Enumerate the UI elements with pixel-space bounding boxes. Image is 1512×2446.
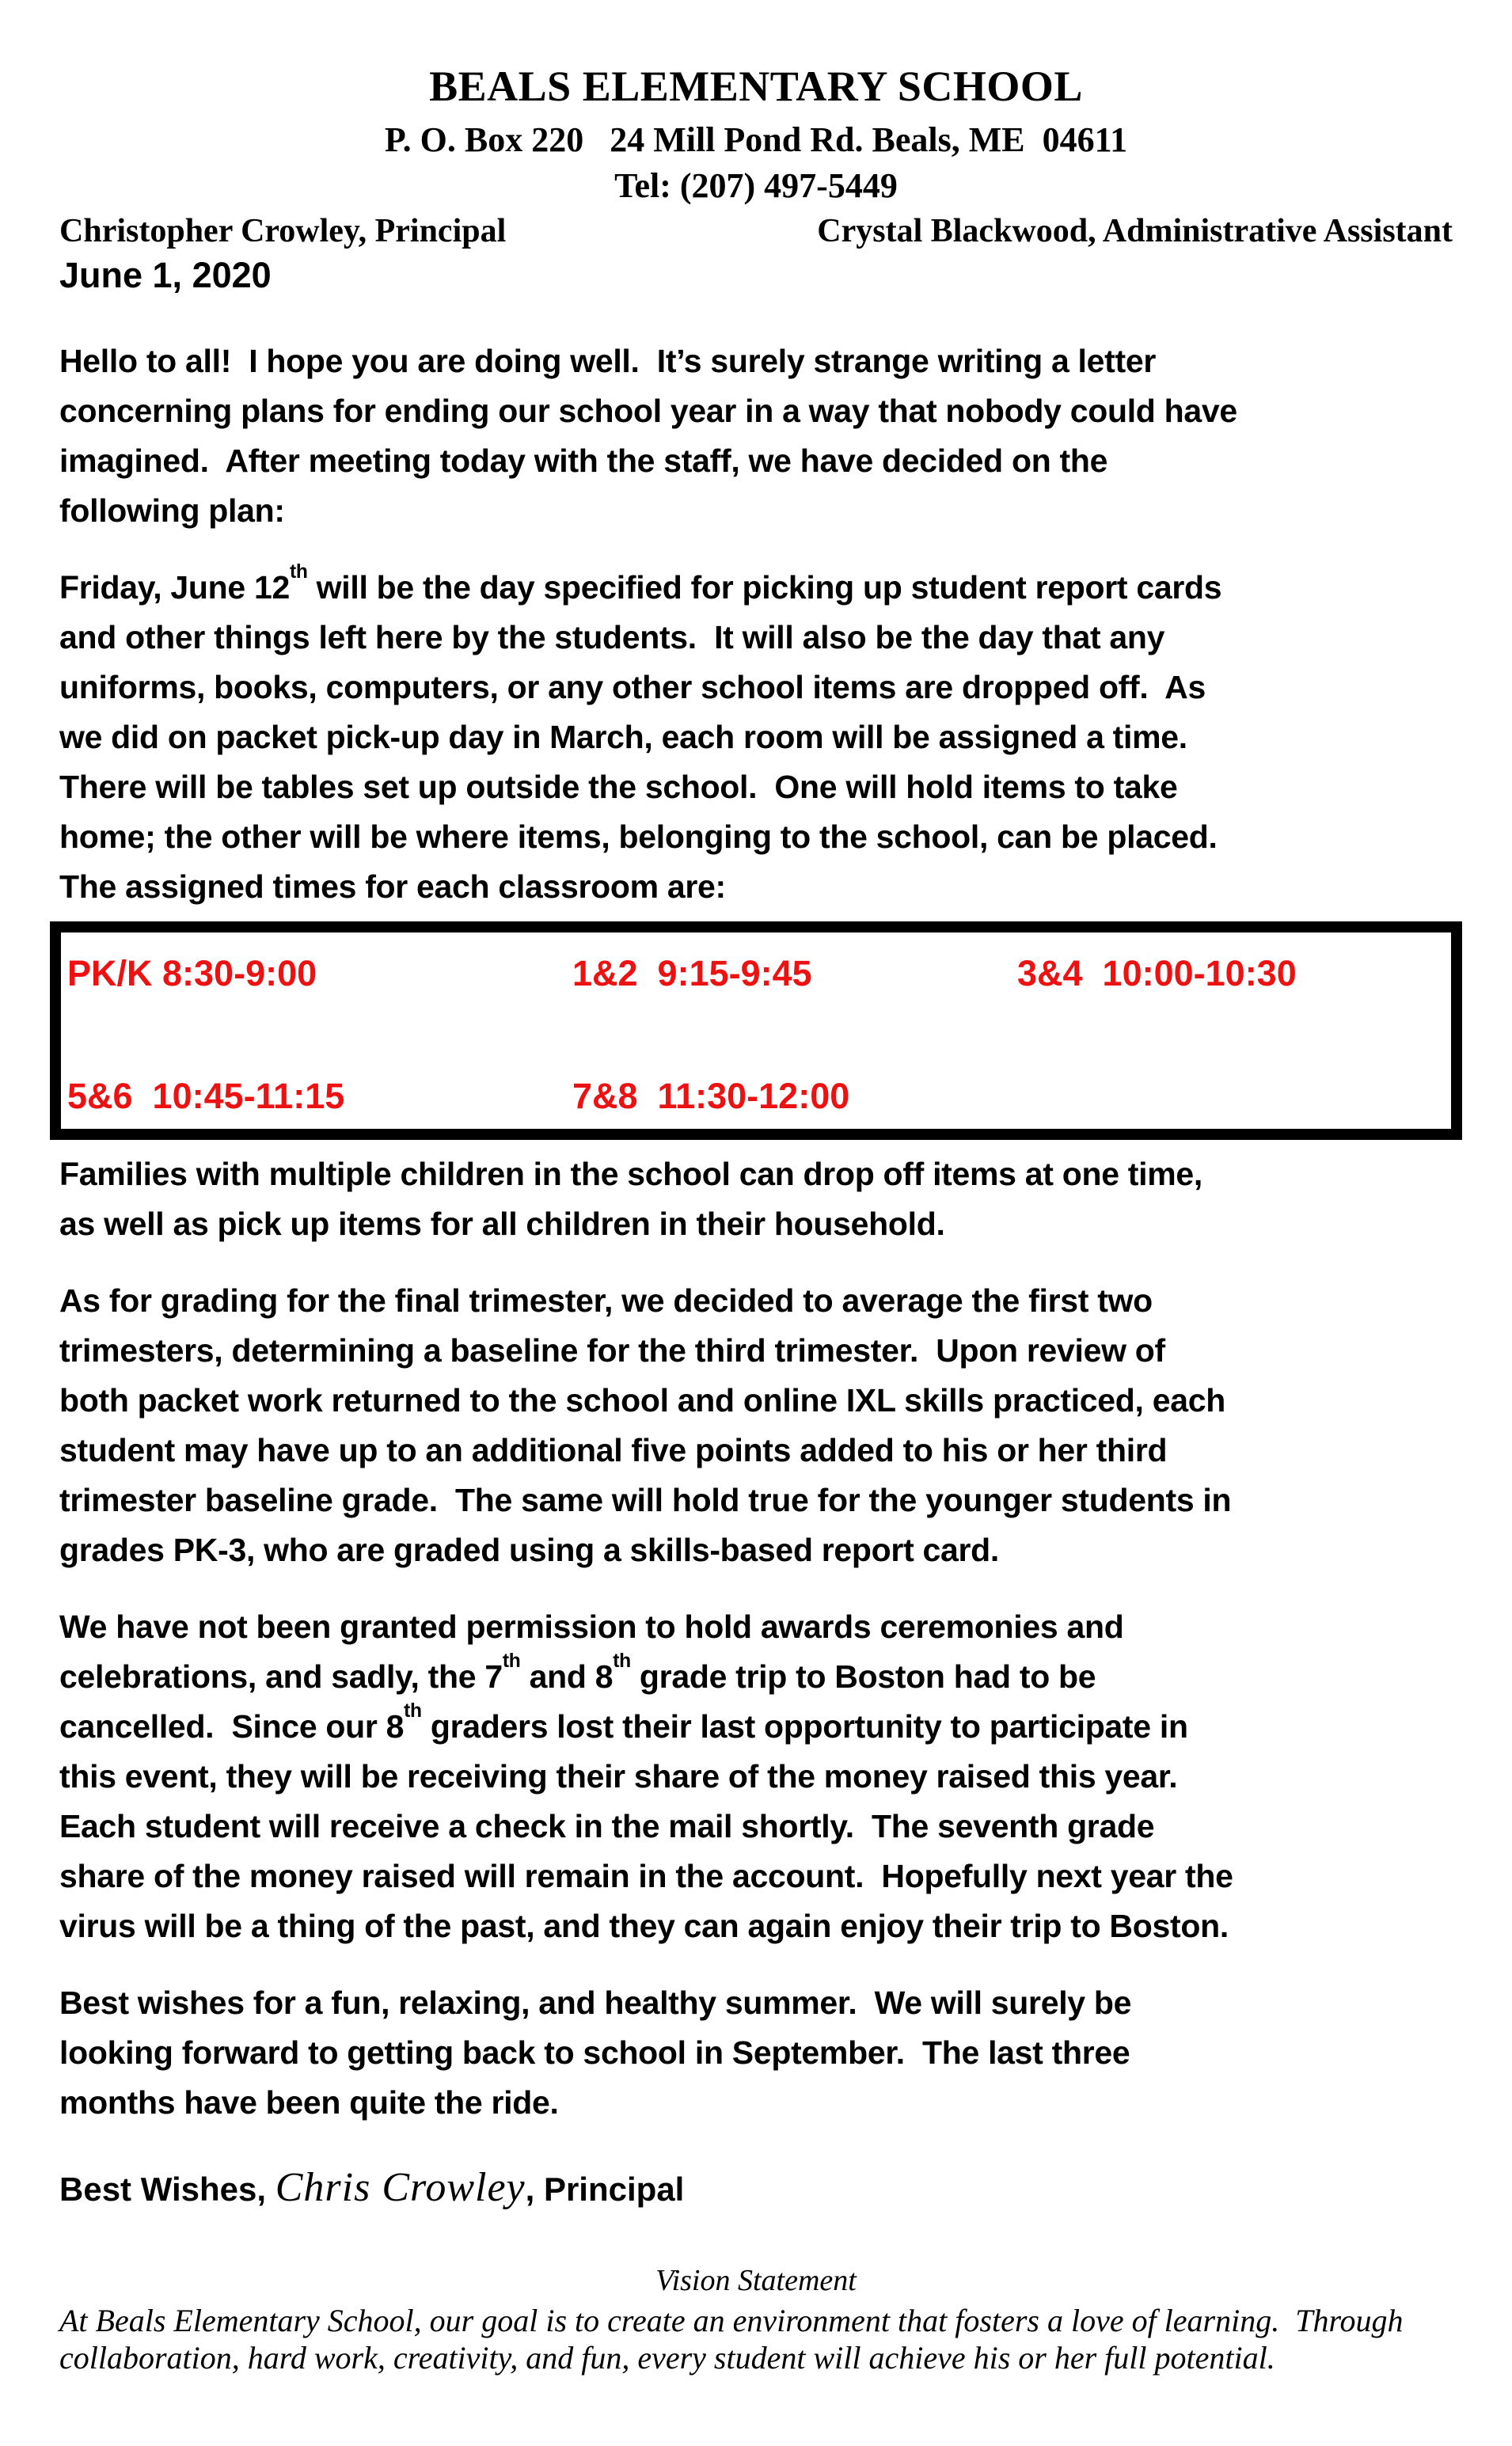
text-segment: As for grading for the final trimester, we decided to average the first two	[59, 1282, 1153, 1319]
text-line	[59, 762, 1453, 812]
text-segment: this event, they will be receiving their share of the money raised this year.	[59, 1758, 1178, 1795]
paragraph-greeting	[59, 336, 1453, 536]
text-line	[59, 1476, 1453, 1525]
text-segment: grades PK-3, who are graded using a skills-based report card.	[59, 1532, 1000, 1568]
text-segment: will be the day specified for picking up student report cards	[307, 569, 1222, 606]
text-segment: cancelled. Since our 8	[59, 1708, 405, 1745]
text-segment: uniforms, books, computers, or any other school items are dropped off. As	[59, 669, 1206, 705]
schedule-cell-3and4: 3&4 10:00-10:30	[1017, 953, 1297, 993]
schedule-cell-5and6: 5&6 10:45-11:15	[67, 1076, 345, 1116]
text-line	[59, 1276, 1453, 1326]
ordinal-superscript: th	[502, 1650, 521, 1673]
paragraph-ceremonies	[59, 1602, 1453, 1951]
school-address: P. O. Box 220 24 Mill Pond Rd. Beals, ME 04611	[384, 120, 1128, 159]
ordinal-superscript: th	[613, 1650, 631, 1673]
text-line	[59, 1752, 1453, 1802]
vision-line-1: At Beals Elementary School, our goal is to create an environment that fosters a love of learning. Through	[59, 2303, 1404, 2338]
text-segment: We have not been granted permission to hold awards ceremonies and	[59, 1609, 1124, 1645]
school-phone: Tel: (207) 497-5449	[614, 166, 898, 205]
text-segment: looking forward to getting back to school in September. The last three	[59, 2034, 1130, 2071]
text-line	[59, 1426, 1453, 1476]
schedule-cell-empty	[1017, 1071, 1451, 1121]
text-line	[59, 386, 1453, 436]
text-segment: months have been quite the ride.	[59, 2084, 559, 2121]
text-segment: student may have up to an additional five points added to his or her third	[59, 1432, 1168, 1468]
text-line	[59, 1525, 1453, 1575]
text-segment: share of the money raised will remain in the account. Hopefully next year the	[59, 1858, 1233, 1894]
text-segment: both packet work returned to the school and online IXL skills practiced, each	[59, 1382, 1225, 1419]
letter-body	[59, 336, 1453, 2376]
assistant-name: Crystal Blackwood, Administrative Assistant	[817, 213, 1453, 249]
text-line	[59, 486, 1453, 536]
text-line	[59, 1901, 1453, 1951]
text-segment: Best wishes for a fun, relaxing, and healthy summer. We will surely be	[59, 1985, 1132, 2021]
paragraph-grading	[59, 1276, 1453, 1575]
paragraph-pickup-day	[59, 563, 1453, 912]
schedule-cell-pkk: PK/K 8:30-9:00	[67, 953, 317, 993]
text-line	[59, 1326, 1453, 1376]
text-segment: Hello to all! I hope you are doing well. It’s surely strange writing a letter	[59, 343, 1156, 379]
text-segment: concerning plans for ending our school year in a way that nobody could have	[59, 393, 1237, 429]
vision-heading: Vision Statement	[655, 2264, 857, 2297]
text-line	[59, 1602, 1453, 1652]
text-segment: home; the other will be where items, belonging to the school, can be placed.	[59, 818, 1218, 855]
paragraph-summer	[59, 1978, 1453, 2128]
signature-line	[59, 2159, 1453, 2218]
signature-name: Chris Crowley	[275, 2165, 526, 2210]
staff-line	[59, 211, 1453, 251]
text-line	[59, 663, 1453, 712]
text-segment: There will be tables set up outside the school. One will hold items to take	[59, 769, 1178, 805]
text-segment: and other things left here by the students. It will also be the day that any	[59, 619, 1165, 655]
text-segment: celebrations, and sadly, the 7	[59, 1658, 503, 1695]
text-line	[59, 613, 1453, 663]
text-segment: and 8	[520, 1658, 614, 1695]
text-line	[59, 712, 1453, 762]
schedule-cell-7and8: 7&8 11:30-12:00	[572, 1076, 850, 1116]
text-line	[59, 1978, 1453, 2028]
paragraph-families	[59, 1149, 1453, 1249]
text-line	[59, 2028, 1453, 2078]
text-segment: Each student will receive a check in the mail shortly. The seventh grade	[59, 1808, 1155, 1844]
letter-date: June 1, 2020	[59, 255, 272, 295]
text-segment: grade trip to Boston had to be	[630, 1658, 1096, 1695]
text-line	[59, 1652, 1453, 1702]
letterhead	[59, 62, 1453, 297]
text-line	[59, 1852, 1453, 1901]
schedule-box	[50, 921, 1462, 1140]
text-line	[59, 1199, 1453, 1249]
text-segment: as well as pick up items for all children in their household.	[59, 1206, 945, 1242]
school-name: BEALS ELEMENTARY SCHOOL	[429, 63, 1083, 110]
text-line	[59, 1702, 1453, 1752]
schedule-row-1	[67, 948, 1451, 998]
text-line	[59, 563, 1453, 613]
text-line	[59, 862, 1453, 912]
text-segment: virus will be a thing of the past, and they can again enjoy their trip to Boston.	[59, 1908, 1229, 1944]
text-segment: graders lost their last opportunity to participate in	[421, 1708, 1188, 1745]
text-segment: The assigned times for each classroom are:	[59, 868, 726, 905]
signature-suffix: , Principal	[525, 2171, 685, 2208]
text-line	[59, 2078, 1453, 2128]
schedule-cell-1and2: 1&2 9:15-9:45	[572, 953, 812, 993]
ordinal-superscript: th	[404, 1700, 422, 1722]
text-line	[59, 1149, 1453, 1199]
text-line	[59, 1802, 1453, 1852]
text-segment: Friday, June 12	[59, 569, 290, 606]
vision-line-2: collaboration, hard work, creativity, and fun, every student will achieve his or her full potential.	[59, 2340, 1275, 2376]
vision-text	[59, 2302, 1453, 2376]
ordinal-superscript: th	[289, 561, 308, 583]
vision-section	[59, 2262, 1453, 2376]
signature-prefix: Best Wishes,	[59, 2171, 275, 2208]
text-segment: trimesters, determining a baseline for the third trimester. Upon review of	[59, 1332, 1165, 1369]
text-line	[59, 336, 1453, 386]
text-segment: we did on packet pick-up day in March, each room will be assigned a time.	[59, 719, 1187, 755]
text-line	[59, 812, 1453, 862]
schedule-row-2	[67, 1071, 1451, 1121]
text-segment: trimester baseline grade. The same will hold true for the younger students in	[59, 1482, 1232, 1518]
text-segment: Families with multiple children in the school can drop off items at one time,	[59, 1156, 1202, 1192]
text-segment: imagined. After meeting today with the staff, we have decided on the	[59, 442, 1108, 479]
text-line	[59, 436, 1453, 486]
principal-name: Christopher Crowley, Principal	[59, 213, 507, 249]
text-segment: following plan:	[59, 492, 285, 529]
text-line	[59, 1376, 1453, 1426]
